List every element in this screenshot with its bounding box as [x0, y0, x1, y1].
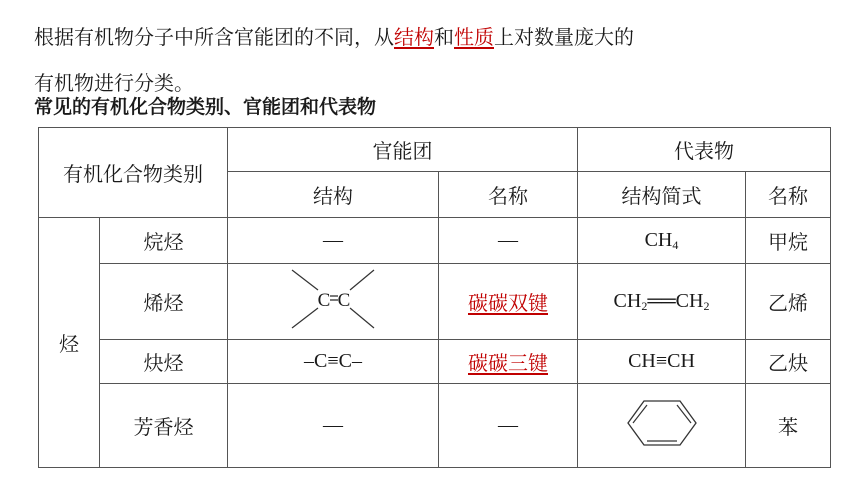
triple-bond-name: 碳碳三键 — [468, 351, 548, 375]
subheader-structure: 结构 — [228, 172, 439, 218]
structure-cell: — — [228, 218, 439, 264]
formula-cell — [578, 384, 746, 468]
class-cell: 烯烃 — [100, 264, 228, 340]
group-name-cell — [439, 264, 578, 340]
formula-cell: $CH_4$ — [578, 218, 746, 264]
classification-table — [38, 127, 831, 468]
keyword-property: 性质 — [454, 25, 494, 49]
header-representative: 代表物 — [578, 128, 831, 172]
group-name-cell — [439, 340, 578, 384]
table-row — [39, 264, 831, 340]
header-functional-group: 官能团 — [228, 128, 578, 172]
intro-line-1 — [34, 14, 834, 60]
class-cell: 炔烃 — [100, 340, 228, 384]
subheader-formula: 结构简式 — [578, 172, 746, 218]
subheader-rep-name: 名称 — [746, 172, 831, 218]
header-category: 有机化合物类别 — [39, 128, 228, 218]
structure-cell: –C≡C– — [228, 340, 439, 384]
double-bond-name: 碳碳双键 — [468, 291, 548, 315]
header-row-1 — [39, 128, 831, 172]
rep-name-cell: 苯 — [746, 384, 831, 468]
intro-text-1: 根据有机物分子中所含官能团的不同，从 — [34, 25, 394, 49]
group-name-cell: — — [439, 384, 578, 468]
formula-cell: $CH_2══CH_2$ — [578, 264, 746, 340]
table-row — [39, 340, 831, 384]
group-label-hydrocarbon: 烃 — [39, 218, 100, 468]
class-cell: 芳香烃 — [100, 384, 228, 468]
section-heading: 常见的有机化合物类别、官能团和代表物 — [34, 96, 377, 118]
class-cell: 烷烃 — [100, 218, 228, 264]
group-name-cell: — — [439, 218, 578, 264]
rep-name-cell: 乙烯 — [746, 264, 831, 340]
rep-name-cell: 甲烷 — [746, 218, 831, 264]
structure-cell: — — [228, 384, 439, 468]
intro-line-2: 有机物进行分类。 — [34, 71, 194, 95]
rep-name-cell: 乙炔 — [746, 340, 831, 384]
alkene-structure-diagram — [278, 264, 388, 334]
intro-connector: 和 — [434, 25, 454, 49]
table-row — [39, 218, 831, 264]
structure-cell — [228, 264, 439, 340]
svg-text:C: C — [337, 290, 351, 311]
formula-cell: CH≡CH — [578, 340, 746, 384]
intro-text-2: 上对数量庞大的 — [494, 25, 634, 49]
svg-text:C: C — [317, 290, 331, 311]
table-row — [39, 384, 831, 468]
keyword-structure: 结构 — [394, 25, 434, 49]
subheader-name: 名称 — [439, 172, 578, 218]
benzene-ring-icon — [624, 397, 700, 449]
